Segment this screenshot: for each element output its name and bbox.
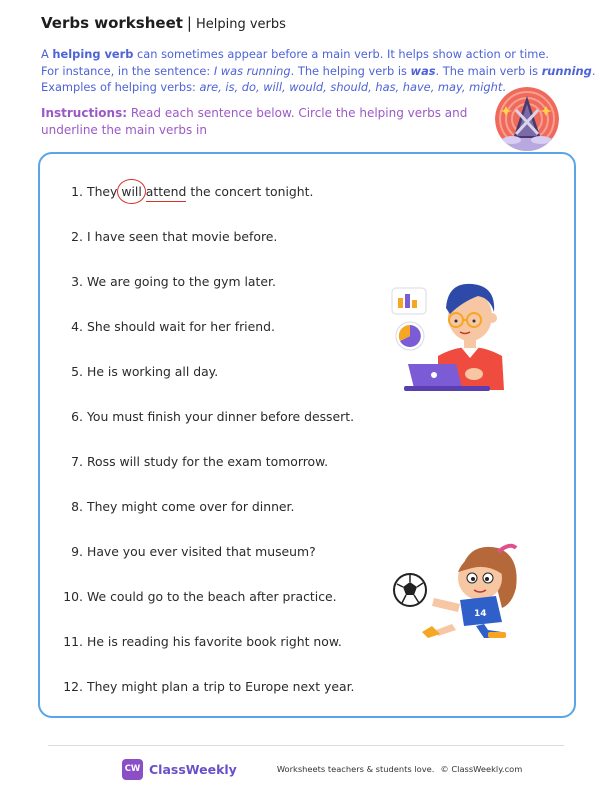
sentence-item-7[interactable] <box>52 454 355 499</box>
sentence-text[interactable]: He is reading his favorite book right now. <box>87 634 342 649</box>
instructions <box>41 105 491 139</box>
sentence-number: 5. <box>71 364 83 379</box>
sentence-number: 12. <box>63 679 83 694</box>
classweekly-logo-icon[interactable]: CW <box>122 759 143 780</box>
sentence-text[interactable]: We could go to the beach after practice. <box>87 589 337 604</box>
instructions-line-2: underline the main verbs in <box>41 123 207 137</box>
intro-helping-verb: was <box>410 63 436 78</box>
sentence-number: 11. <box>63 634 83 649</box>
example-underlined-main-verb: attend <box>146 184 187 202</box>
instructions-label: Instructions: <box>41 106 128 120</box>
sentence-item-9[interactable] <box>52 544 355 589</box>
sentence-number: 4. <box>71 319 83 334</box>
intro-term: helping verb <box>52 47 134 61</box>
intro-helping-verb-list: are, is, do, will, would, should, has, have, may, might <box>199 80 503 94</box>
example-text: They <box>87 184 122 199</box>
sentence-item-6[interactable] <box>52 409 355 454</box>
sentence-text[interactable]: She should wait for her friend. <box>87 319 275 334</box>
footer <box>122 758 522 780</box>
intro-line-2 <box>41 63 596 80</box>
worksheet-subtitle: Helping verbs <box>195 17 286 32</box>
instructions-line-1 <box>41 105 491 122</box>
jersey-number: 14 <box>474 609 487 619</box>
sentence-item-11[interactable] <box>52 634 355 679</box>
sentence-number: 7. <box>71 454 83 469</box>
sentence-number: 6. <box>71 409 83 424</box>
sentence-number: 2. <box>71 229 83 244</box>
example-text: the concert tonight. <box>186 184 314 199</box>
sentence-number: 10. <box>63 589 83 604</box>
worksheet-title: Verbs worksheet <box>41 14 183 32</box>
footer-copyright: © ClassWeekly.com <box>440 764 523 774</box>
brand-name[interactable]: ClassWeekly <box>149 761 237 777</box>
intro-text: Examples of helping verbs: <box>41 80 200 94</box>
sentence-item-12[interactable] <box>52 679 355 724</box>
sentence-number: 3. <box>71 274 83 289</box>
intro-text: A <box>41 47 53 61</box>
sentence-item-4[interactable] <box>52 319 355 364</box>
sentence-item-10[interactable] <box>52 589 355 634</box>
sentence-list <box>52 184 355 724</box>
boy-laptop-illustration <box>390 268 510 392</box>
sentence-item-5[interactable] <box>52 364 355 409</box>
instructions-text: Read each sentence below. Circle the helping verbs and <box>127 106 468 120</box>
intro-text: For instance, in the sentence: <box>41 63 214 78</box>
sentence-text[interactable]: They might plan a trip to Europe next year. <box>87 679 355 694</box>
sentence-text[interactable]: You must finish your dinner before dessert. <box>87 409 355 424</box>
sentence-item-3[interactable] <box>52 274 355 319</box>
sentence-item-1 <box>52 184 355 229</box>
intro-text: . The main verb is <box>435 63 542 78</box>
intro-text: . <box>502 80 506 94</box>
sentence-text[interactable]: Ross will study for the exam tomorrow. <box>87 454 329 469</box>
intro-line-1 <box>41 46 581 63</box>
intro-main-verb: running <box>541 63 592 78</box>
sentence-text[interactable]: We are going to the gym later. <box>87 274 276 289</box>
sentence-item-2[interactable] <box>52 229 355 274</box>
sentence-number: 1. <box>71 184 83 199</box>
footer-tagline: Worksheets teachers & students love. <box>276 764 435 774</box>
sentence-number: 8. <box>71 499 83 514</box>
intro-text: can sometimes appear before a main verb. It helps show action or time. <box>133 47 549 61</box>
sentence-text[interactable]: He is working all day. <box>87 364 219 379</box>
sentence-item-8[interactable] <box>52 499 355 544</box>
intro-example-sentence: I was running <box>213 63 291 78</box>
header-separator: | <box>186 14 192 32</box>
example-circled-helping-verb: will <box>121 184 142 199</box>
sentence-text[interactable]: I have seen that movie before. <box>87 229 278 244</box>
intro-text: . <box>591 63 596 78</box>
sentence-number: 9. <box>71 544 83 559</box>
sentence-text[interactable]: They might come over for dinner. <box>87 499 295 514</box>
sentence-text[interactable]: Have you ever visited that museum? <box>87 544 316 559</box>
intro-text: . The helping verb is <box>290 63 411 78</box>
girl-soccer-illustration <box>392 538 530 640</box>
theater-badge-icon <box>494 86 560 152</box>
worksheet-header <box>41 14 286 32</box>
footer-divider <box>48 745 564 746</box>
